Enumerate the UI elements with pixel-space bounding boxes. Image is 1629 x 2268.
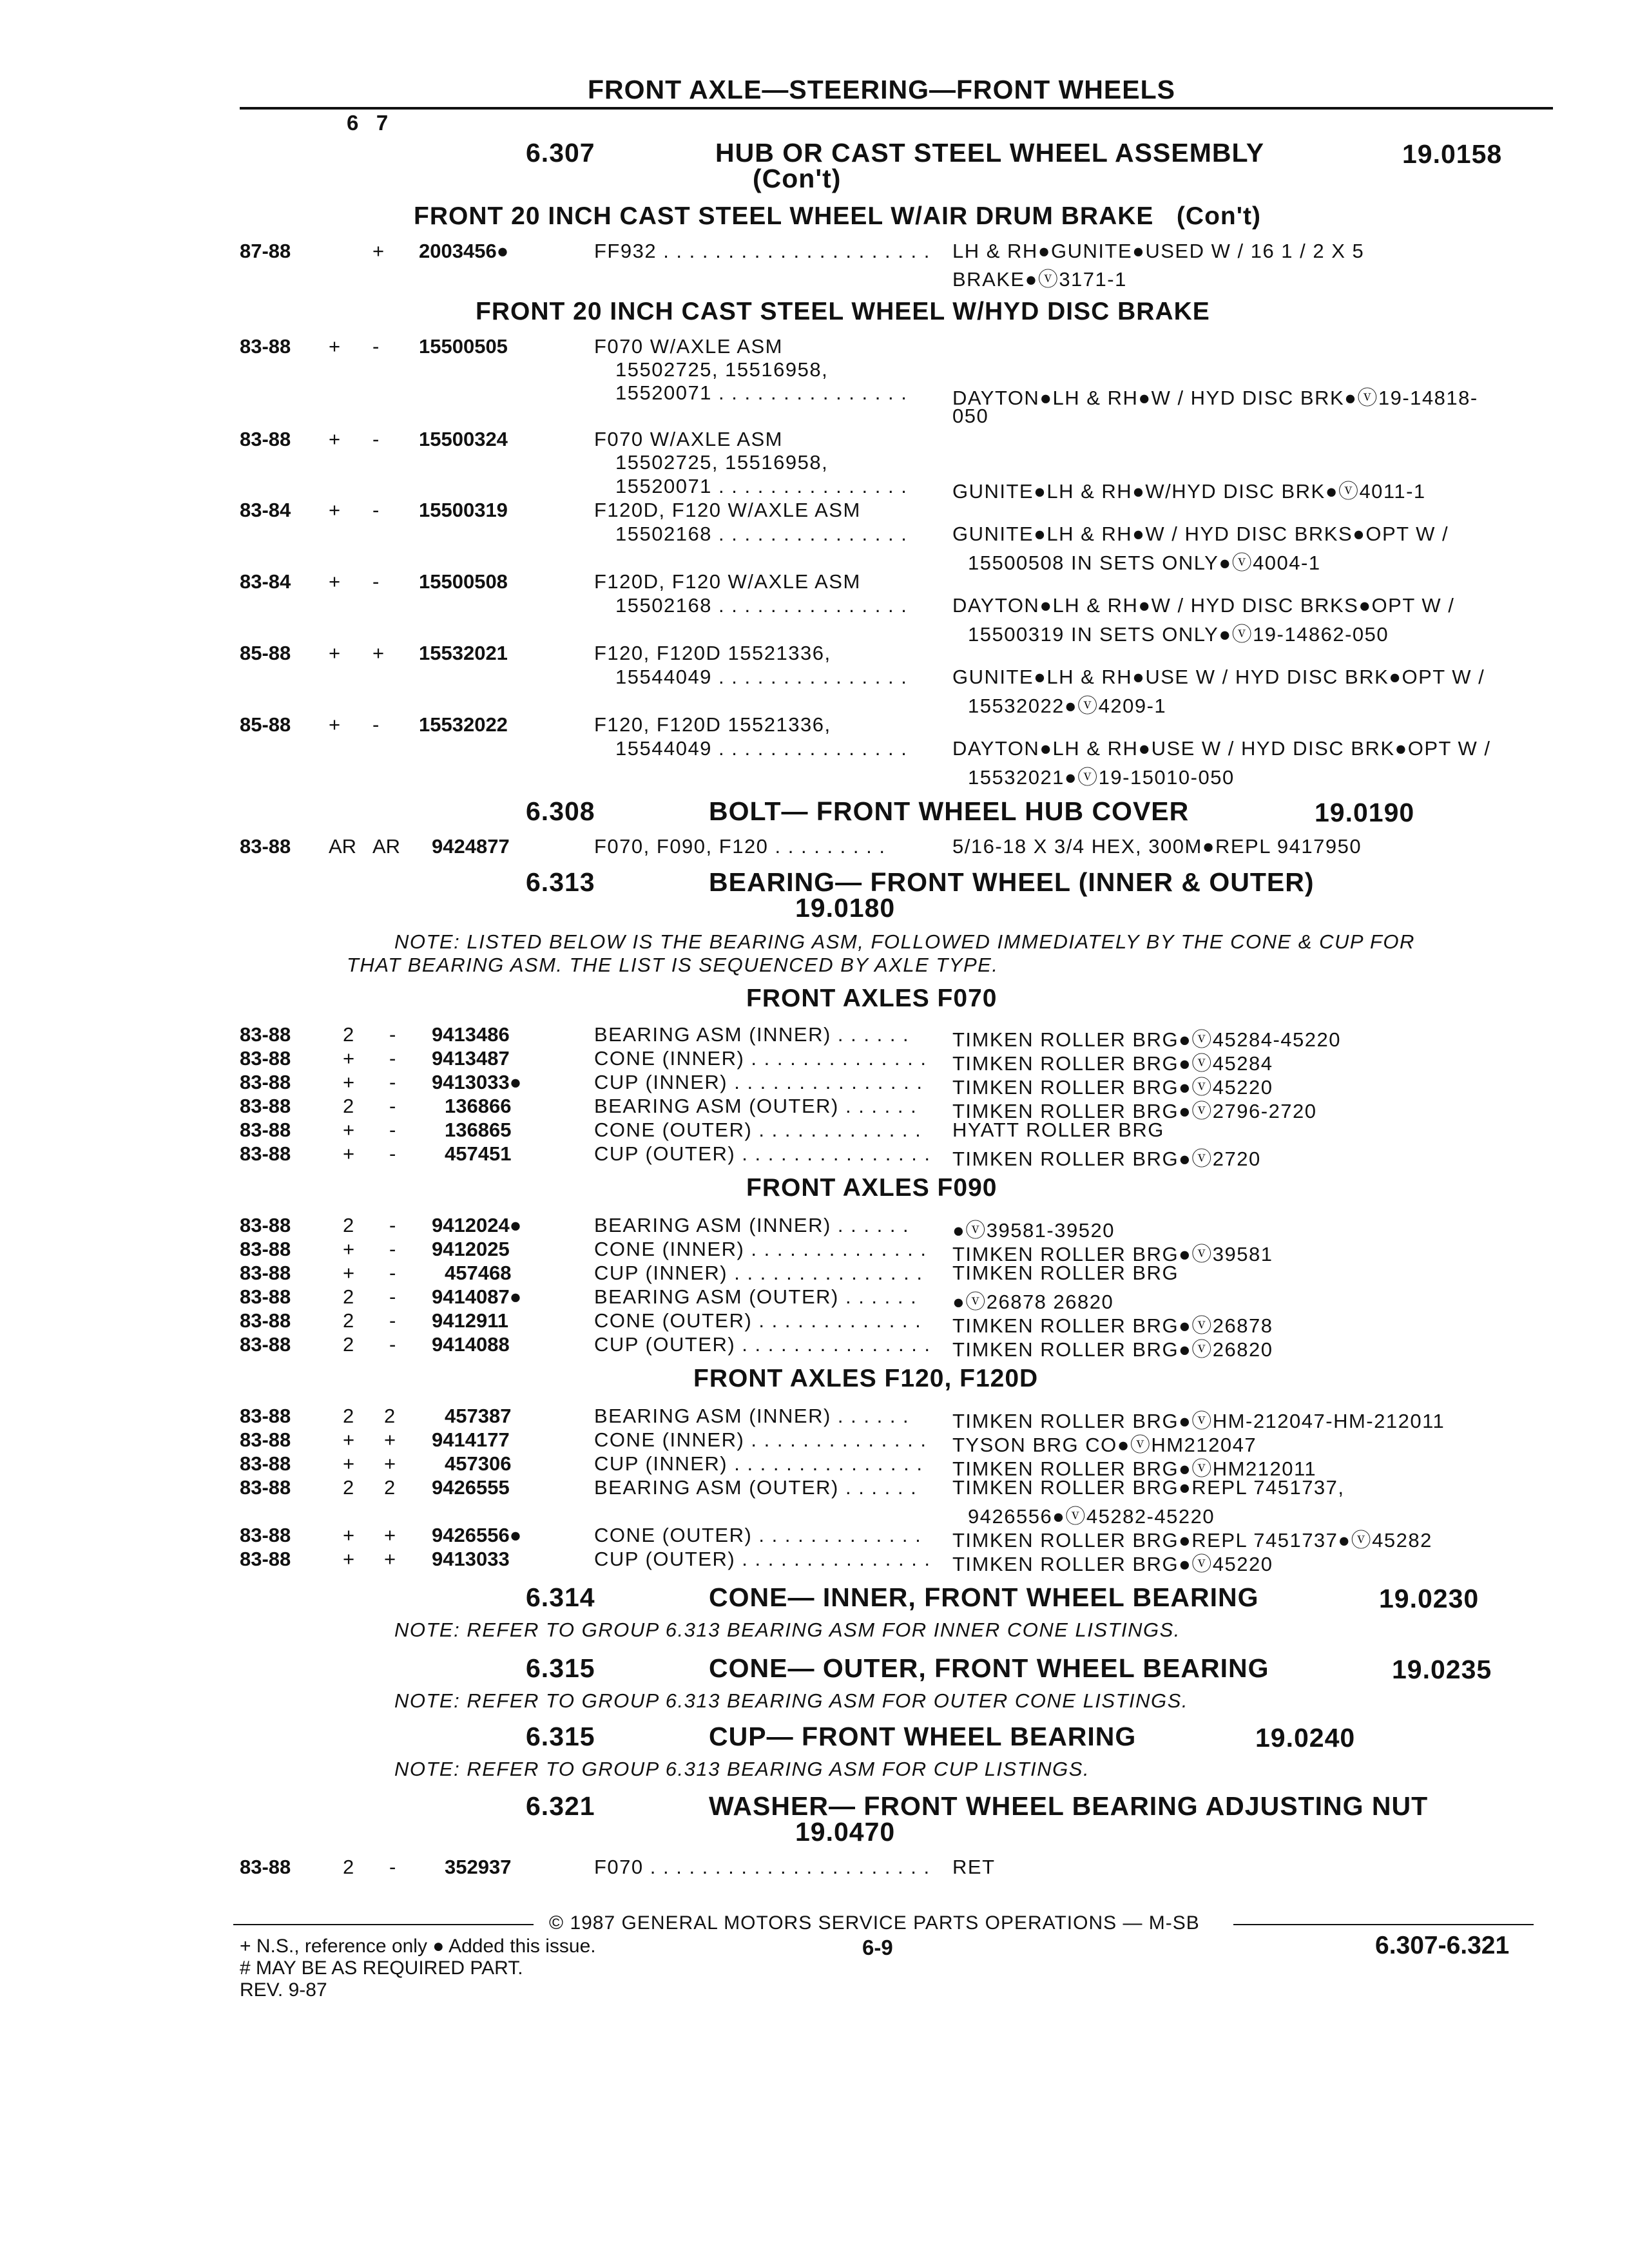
table-row <box>0 666 1629 689</box>
description-cell: RET <box>952 1856 996 1878</box>
subheading: FRONT 20 INCH CAST STEEL WHEEL W/AIR DRUM BRAKE (Con't) <box>414 202 1261 230</box>
qty-cell: 2 <box>343 1095 354 1117</box>
application-cell: F070 . . . . . . . . . . . . . . . . . . . . . . <box>594 1856 930 1878</box>
description-cell: LH & RH●GUNITE●USED W / 16 1 / 2 X 5 <box>952 240 1365 262</box>
qty-cell: + <box>343 1119 355 1141</box>
table-row <box>0 475 1629 503</box>
qty-cell: - <box>389 1071 396 1093</box>
year-cell: 83-88 <box>240 1023 291 1046</box>
section-code: 19.0158 <box>1402 139 1503 169</box>
description-cell: TIMKEN ROLLER BRG●ⓥ26878 <box>952 1314 1273 1337</box>
qty-cell: + <box>384 1428 396 1451</box>
year-cell: 83-88 <box>240 1524 291 1546</box>
table-row <box>0 1095 1629 1122</box>
application-cell: 15544049 . . . . . . . . . . . . . . . <box>615 737 908 760</box>
description-cell: TYSON BRG CO●ⓥHM212047 <box>952 1434 1257 1456</box>
part-number: 457306 <box>445 1452 512 1475</box>
description-cell: TIMKEN ROLLER BRG●REPL 7451737, <box>952 1476 1345 1499</box>
year-cell: 83-88 <box>240 428 291 450</box>
table-row <box>0 618 1629 646</box>
table-row <box>0 523 1629 546</box>
description-cell: 15532022●ⓥ4209-1 <box>968 695 1167 717</box>
year-cell: 83-88 <box>240 1405 291 1427</box>
part-number: 9412025 <box>432 1238 510 1260</box>
part-number: 9414087● <box>432 1285 522 1308</box>
year-cell: 83-88 <box>240 1333 291 1356</box>
part-number: 457468 <box>445 1262 512 1284</box>
qty-cell: 2 <box>384 1405 396 1427</box>
qty-cell: + <box>329 570 341 593</box>
part-number: 9413033● <box>432 1071 522 1093</box>
part-number: 9413033 <box>432 1548 510 1570</box>
table-row <box>0 428 1629 452</box>
table-row <box>0 1548 1629 1575</box>
qty-cell: 2 <box>343 1285 354 1308</box>
qty-cell: - <box>389 1119 396 1141</box>
section-code: 19.0230 <box>1379 1584 1480 1613</box>
part-number: 9412911 <box>432 1309 508 1332</box>
application-cell: BEARING ASM (INNER) . . . . . . <box>594 1023 910 1046</box>
section-group: 6.314 <box>526 1582 595 1612</box>
application-cell: BEARING ASM (OUTER) . . . . . . <box>594 1285 918 1308</box>
table-row <box>0 1405 1629 1432</box>
table-row <box>0 1071 1629 1099</box>
year-cell: 83-88 <box>240 1071 291 1093</box>
qty-cell: 2 <box>343 1476 354 1499</box>
table-row <box>0 737 1629 761</box>
qty-cell: + <box>343 1262 355 1284</box>
part-number: 9413487 <box>432 1047 510 1070</box>
section-group: 6.321 <box>526 1791 595 1821</box>
year-cell: 85-88 <box>240 642 291 664</box>
table-row <box>0 835 1629 859</box>
table-row <box>0 546 1629 574</box>
qty-cell: + <box>372 642 385 664</box>
section-group: 6.307 <box>526 138 595 168</box>
description-cell: 15500319 IN SETS ONLY●ⓥ19-14862-050 <box>968 623 1389 646</box>
description-cell: TIMKEN ROLLER BRG●ⓥHM-212047-HM-212011 <box>952 1410 1445 1432</box>
part-number: 9426556● <box>432 1524 522 1546</box>
note: NOTE: LISTED BELOW IS THE BEARING ASM, FOLLOWED IMMEDIATELY BY THE CONE & CUP FOR <box>394 930 1415 953</box>
table-row <box>0 594 1629 618</box>
qty-cell: 2 <box>343 1856 354 1878</box>
part-number: 352937 <box>445 1856 512 1878</box>
qty-cell: - <box>389 1333 396 1356</box>
part-number: 9412024● <box>432 1214 522 1236</box>
table-row <box>0 1262 1629 1285</box>
application-cell: 15544049 . . . . . . . . . . . . . . . <box>615 666 908 688</box>
page-title: FRONT AXLE—STEERING—FRONT WHEELS <box>588 75 1175 104</box>
year-cell: 83-88 <box>240 1309 291 1332</box>
section-code: 19.0190 <box>1315 798 1415 827</box>
subheading: FRONT 20 INCH CAST STEEL WHEEL W/HYD DISC BRAKE <box>476 298 1210 325</box>
part-number: 457451 <box>445 1142 512 1165</box>
part-number: 15500324 <box>419 428 508 450</box>
qty-cell: - <box>389 1142 396 1165</box>
section-group: 6.308 <box>526 796 595 826</box>
section-title-cont: (Con't) <box>753 164 842 193</box>
application-cell: F120D, F120 W/AXLE ASM <box>594 499 861 521</box>
description-cell: TIMKEN ROLLER BRG●ⓥ45284 <box>952 1052 1273 1075</box>
description-cell: TIMKEN ROLLER BRG <box>952 1262 1179 1284</box>
description-cell: DAYTON●LH & RH●W / HYD DISC BRK●ⓥ19-14818- <box>952 387 1478 409</box>
section-code: 19.0180 <box>795 893 896 923</box>
application-cell: F120, F120D 15521336, <box>594 642 831 664</box>
application-cell: 15502725, 15516958, <box>615 358 829 381</box>
page-range: 6.307-6.321 <box>1375 1932 1510 1959</box>
table-row <box>0 1142 1629 1170</box>
section-title: CONE— INNER, FRONT WHEEL BEARING <box>709 1582 1259 1612</box>
qty-cell: 2 <box>343 1023 354 1046</box>
qty-cell: - <box>389 1238 396 1260</box>
table-row <box>0 499 1629 523</box>
part-number: 136865 <box>445 1119 512 1141</box>
column-numbers: 6 7 <box>347 111 389 135</box>
description-cell: 5/16-18 X 3/4 HEX, 300M●REPL 9417950 <box>952 835 1362 858</box>
application-cell: F070 W/AXLE ASM <box>594 428 783 450</box>
table-row <box>0 1047 1629 1075</box>
qty-cell: - <box>372 335 380 358</box>
table-row <box>0 1428 1629 1456</box>
section-title: CUP— FRONT WHEEL BEARING <box>709 1722 1137 1751</box>
part-number: 457387 <box>445 1405 512 1427</box>
year-cell: 83-88 <box>240 1142 291 1165</box>
application-cell: F120D, F120 W/AXLE ASM <box>594 570 861 593</box>
qty-cell: + <box>343 1428 355 1451</box>
description-cell: 9426556●ⓥ45282-45220 <box>968 1505 1215 1528</box>
qty-cell: + <box>343 1238 355 1260</box>
qty-cell: + <box>329 642 341 664</box>
qty-cell: - <box>372 570 380 593</box>
description-cell: TIMKEN ROLLER BRG●ⓥ45220 <box>952 1076 1273 1099</box>
part-number: 9414177 <box>432 1428 510 1451</box>
table-row <box>0 1119 1629 1142</box>
table-row <box>0 1524 1629 1552</box>
application-cell: F070 W/AXLE ASM <box>594 335 783 358</box>
note: NOTE: REFER TO GROUP 6.313 BEARING ASM FOR CUP LISTINGS. <box>394 1758 1090 1780</box>
description-cell: TIMKEN ROLLER BRG●ⓥHM212011 <box>952 1457 1317 1480</box>
section-title: BEARING— FRONT WHEEL (INNER & OUTER) <box>709 867 1315 897</box>
qty-cell: + <box>329 499 341 521</box>
qty-cell: - <box>389 1095 396 1117</box>
section-title: HUB OR CAST STEEL WHEEL ASSEMBLY <box>715 138 1265 168</box>
part-number: 15532021 <box>419 642 508 664</box>
year-cell: 83-88 <box>240 1262 291 1284</box>
legend-line-2: # MAY BE AS REQUIRED PART. <box>240 1957 523 1979</box>
note: THAT BEARING ASM. THE LIST IS SEQUENCED BY AXLE TYPE. <box>347 954 999 976</box>
year-cell: 83-88 <box>240 1214 291 1236</box>
section-code: 19.0240 <box>1255 1723 1356 1753</box>
table-row <box>0 1856 1629 1879</box>
application-cell: CUP (OUTER) . . . . . . . . . . . . . . . <box>594 1548 931 1570</box>
table-row <box>0 1214 1629 1242</box>
subheading: FRONT AXLES F070 <box>746 985 998 1012</box>
header-rule <box>240 107 1553 110</box>
part-number: 15500508 <box>419 570 508 593</box>
description-cell: TIMKEN ROLLER BRG●ⓥ45220 <box>952 1553 1273 1575</box>
qty-cell: + <box>343 1452 355 1475</box>
qty-cell: + <box>372 240 385 262</box>
part-number: 2003456● <box>419 240 509 262</box>
section-group: 6.315 <box>526 1722 595 1751</box>
application-cell: BEARING ASM (INNER) . . . . . . <box>594 1405 910 1427</box>
table-row <box>0 240 1629 264</box>
year-cell: 83-88 <box>240 1428 291 1451</box>
part-number: 9426555 <box>432 1476 510 1499</box>
year-cell: 83-88 <box>240 1856 291 1878</box>
qty-cell: - <box>372 428 380 450</box>
description-cell: DAYTON●LH & RH●USE W / HYD DISC BRK●OPT W / <box>952 737 1491 760</box>
description-cell: GUNITE●LH & RH●USE W / HYD DISC BRK●OPT W / <box>952 666 1485 688</box>
year-cell: 83-88 <box>240 1452 291 1475</box>
year-cell: 83-88 <box>240 1119 291 1141</box>
application-cell: CUP (INNER) . . . . . . . . . . . . . . . <box>594 1452 923 1475</box>
qty-cell: + <box>343 1047 355 1070</box>
application-cell: CUP (OUTER) . . . . . . . . . . . . . . . <box>594 1333 931 1356</box>
qty-cell: + <box>384 1548 396 1570</box>
description-cell: HYATT ROLLER BRG <box>952 1119 1164 1141</box>
year-cell: 83-88 <box>240 335 291 358</box>
qty-cell: 2 <box>384 1476 396 1499</box>
table-row <box>0 451 1629 475</box>
table-row <box>0 335 1629 359</box>
qty-cell: + <box>329 428 341 450</box>
application-cell: F070, F090, F120 . . . . . . . . . <box>594 835 886 858</box>
section-code: 19.0235 <box>1392 1655 1492 1684</box>
table-row <box>0 1333 1629 1361</box>
qty-cell: - <box>389 1856 396 1878</box>
application-cell: FF932 . . . . . . . . . . . . . . . . . . . . . <box>594 240 930 262</box>
qty-cell: - <box>389 1047 396 1070</box>
table-row <box>0 1452 1629 1480</box>
table-row <box>0 570 1629 594</box>
part-number: 136866 <box>445 1095 512 1117</box>
year-cell: 83-88 <box>240 1095 291 1117</box>
qty-cell: - <box>389 1214 396 1236</box>
application-cell: CONE (OUTER) . . . . . . . . . . . . . <box>594 1524 922 1546</box>
table-row <box>0 689 1629 717</box>
description-cell: TIMKEN ROLLER BRG●ⓥ26820 <box>952 1338 1273 1361</box>
application-cell: 15520071 . . . . . . . . . . . . . . . <box>615 475 908 497</box>
application-cell: BEARING ASM (OUTER) . . . . . . <box>594 1095 918 1117</box>
qty-cell: - <box>372 499 380 521</box>
application-cell: 15502168 . . . . . . . . . . . . . . . <box>615 594 908 617</box>
year-cell: 85-88 <box>240 713 291 736</box>
table-row <box>0 642 1629 666</box>
subheading: FRONT AXLES F090 <box>746 1174 998 1202</box>
description-cell: BRAKE●ⓥ3171-1 <box>952 268 1127 291</box>
legend-line-1: + N.S., reference only ● Added this issue. <box>240 1936 596 1957</box>
application-cell: F120, F120D 15521336, <box>594 713 831 736</box>
table-row <box>0 1238 1629 1265</box>
qty-cell: + <box>329 335 341 358</box>
section-title: CONE— OUTER, FRONT WHEEL BEARING <box>709 1653 1269 1683</box>
qty-cell: 2 <box>343 1333 354 1356</box>
part-number: 15500505 <box>419 335 508 358</box>
year-cell: 83-88 <box>240 1285 291 1308</box>
description-cell: TIMKEN ROLLER BRG●ⓥ45284-45220 <box>952 1028 1342 1051</box>
description-cell: ●ⓥ39581-39520 <box>952 1219 1115 1242</box>
application-cell: 15502168 . . . . . . . . . . . . . . . <box>615 523 908 545</box>
table-row <box>0 1285 1629 1313</box>
section-title: WASHER— FRONT WHEEL BEARING ADJUSTING NUT <box>709 1791 1429 1821</box>
description-cell: GUNITE●LH & RH●W / HYD DISC BRKS●OPT W / <box>952 523 1449 545</box>
subheading: FRONT AXLES F120, F120D <box>693 1365 1039 1392</box>
table-row <box>0 713 1629 737</box>
revision: REV. 9-87 <box>240 1979 327 2001</box>
description-cell: 15500508 IN SETS ONLY●ⓥ4004-1 <box>968 552 1321 574</box>
description-cell: TIMKEN ROLLER BRG●ⓥ39581 <box>952 1243 1273 1265</box>
table-row <box>0 761 1629 789</box>
description-cell: 15532021●ⓥ19-15010-050 <box>968 766 1235 789</box>
qty-cell: + <box>343 1142 355 1165</box>
section-group: 6.313 <box>526 867 595 897</box>
qty-cell: + <box>384 1452 396 1475</box>
qty-cell: - <box>389 1309 396 1332</box>
application-cell: CONE (OUTER) . . . . . . . . . . . . . <box>594 1119 922 1141</box>
application-cell: CUP (INNER) . . . . . . . . . . . . . . . <box>594 1262 923 1284</box>
description-cell: TIMKEN ROLLER BRG●REPL 7451737●ⓥ45282 <box>952 1529 1432 1552</box>
year-cell: 83-88 <box>240 1476 291 1499</box>
qty-cell: - <box>389 1023 396 1046</box>
table-row <box>0 1500 1629 1528</box>
part-number: 9414088 <box>432 1333 510 1356</box>
application-cell: BEARING ASM (OUTER) . . . . . . <box>594 1476 918 1499</box>
table-row <box>0 1023 1629 1051</box>
table-row <box>0 1309 1629 1337</box>
application-cell: 15502725, 15516958, <box>615 451 829 474</box>
part-number: 9424877 <box>432 835 510 858</box>
table-row <box>0 405 1629 428</box>
qty-cell: + <box>329 713 341 736</box>
section-group: 6.315 <box>526 1653 595 1683</box>
year-cell: 83-84 <box>240 499 291 521</box>
application-cell: CONE (INNER) . . . . . . . . . . . . . . <box>594 1428 927 1451</box>
part-number: 15500319 <box>419 499 508 521</box>
qty-cell: - <box>389 1262 396 1284</box>
year-cell: 87-88 <box>240 240 291 262</box>
qty-cell: + <box>343 1071 355 1093</box>
application-cell: CONE (OUTER) . . . . . . . . . . . . . <box>594 1309 922 1332</box>
qty-cell: + <box>343 1524 355 1546</box>
table-row <box>0 1476 1629 1500</box>
application-cell: BEARING ASM (INNER) . . . . . . <box>594 1214 910 1236</box>
copyright: © 1987 GENERAL MOTORS SERVICE PARTS OPERATIONS — M-SB <box>549 1912 1200 1934</box>
qty-cell: + <box>343 1548 355 1570</box>
application-cell: CONE (INNER) . . . . . . . . . . . . . . <box>594 1238 927 1260</box>
table-row <box>0 263 1629 291</box>
year-cell: 83-88 <box>240 835 291 858</box>
footer-rule-left <box>233 1924 534 1925</box>
qty-cell: AR <box>329 835 357 858</box>
description-cell: ●ⓥ26878 26820 <box>952 1291 1114 1313</box>
application-cell: 15520071 . . . . . . . . . . . . . . . <box>615 381 908 404</box>
qty-cell: 2 <box>343 1405 354 1427</box>
application-cell: CONE (INNER) . . . . . . . . . . . . . . <box>594 1047 927 1070</box>
part-number: 15532022 <box>419 713 508 736</box>
qty-cell: - <box>372 713 380 736</box>
qty-cell: AR <box>372 835 401 858</box>
part-number: 9413486 <box>432 1023 510 1046</box>
page-number: 6-9 <box>862 1936 893 1959</box>
table-row <box>0 358 1629 382</box>
note: NOTE: REFER TO GROUP 6.313 BEARING ASM FOR INNER CONE LISTINGS. <box>394 1619 1181 1641</box>
description-cell: TIMKEN ROLLER BRG●ⓥ2720 <box>952 1148 1261 1170</box>
qty-cell: + <box>384 1524 396 1546</box>
qty-cell: - <box>389 1285 396 1308</box>
year-cell: 83-88 <box>240 1238 291 1260</box>
table-row <box>0 381 1629 409</box>
section-title: BOLT— FRONT WHEEL HUB COVER <box>709 796 1190 826</box>
qty-cell: 2 <box>343 1309 354 1332</box>
application-cell: CUP (OUTER) . . . . . . . . . . . . . . . <box>594 1142 931 1165</box>
year-cell: 83-88 <box>240 1047 291 1070</box>
note: NOTE: REFER TO GROUP 6.313 BEARING ASM FOR OUTER CONE LISTINGS. <box>394 1689 1188 1712</box>
year-cell: 83-88 <box>240 1548 291 1570</box>
year-cell: 83-84 <box>240 570 291 593</box>
description-cell: TIMKEN ROLLER BRG●ⓥ2796-2720 <box>952 1100 1317 1122</box>
description-cell: DAYTON●LH & RH●W / HYD DISC BRKS●OPT W / <box>952 594 1455 617</box>
footer-rule-right <box>1233 1924 1534 1925</box>
description-cell: GUNITE●LH & RH●W/HYD DISC BRK●ⓥ4011-1 <box>952 480 1426 503</box>
section-code: 19.0470 <box>795 1817 896 1847</box>
description-cell: 050 <box>952 405 989 427</box>
qty-cell: 2 <box>343 1214 354 1236</box>
application-cell: CUP (INNER) . . . . . . . . . . . . . . . <box>594 1071 923 1093</box>
